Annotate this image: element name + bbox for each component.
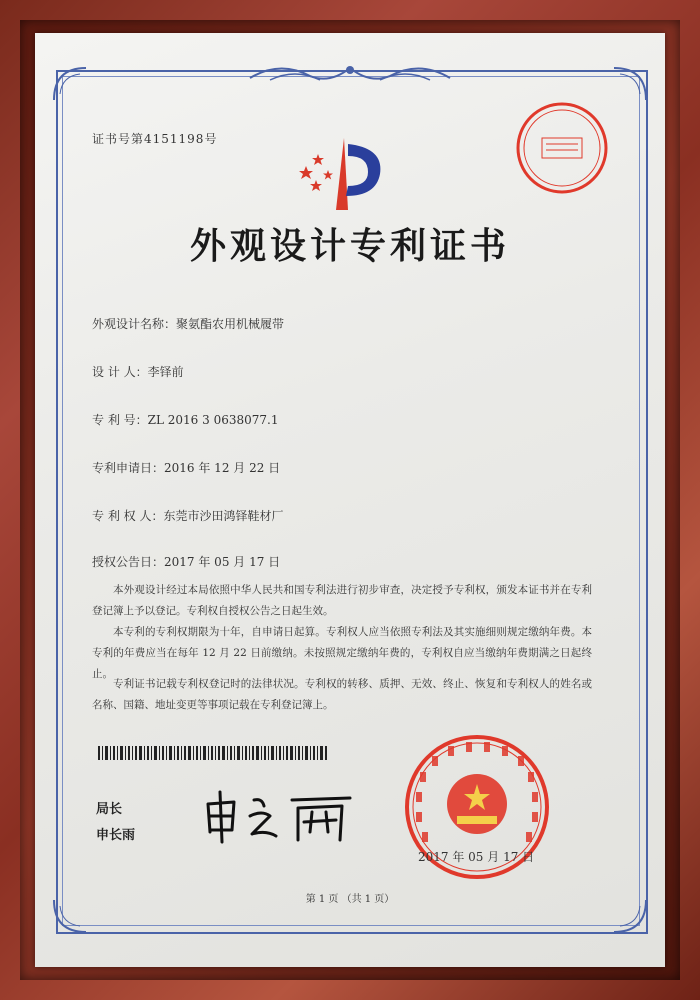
barcode-icon bbox=[98, 746, 328, 760]
field-patent-number bbox=[92, 411, 278, 428]
field-label: 授权公告日： bbox=[92, 555, 165, 569]
field-value: 聚氨酯农用机械履带 bbox=[176, 317, 285, 331]
certificate-number: 证书号第4151198号 bbox=[92, 132, 218, 146]
field-designer bbox=[92, 363, 184, 380]
field-label: 专 利 权 人： bbox=[92, 509, 164, 523]
page-number: 第 1 页 （共 1 页） bbox=[305, 894, 395, 905]
field-label: 专 利 号： bbox=[92, 413, 148, 427]
agency-seal-icon bbox=[512, 98, 612, 198]
signatory-name: 申长雨 bbox=[96, 828, 136, 843]
field-grant-date bbox=[92, 553, 280, 570]
top-ornament-icon bbox=[240, 58, 460, 88]
handwritten-signature-icon bbox=[200, 786, 360, 846]
field-value: 李铎前 bbox=[147, 365, 184, 379]
field-label: 专利申请日： bbox=[92, 461, 165, 475]
certificate-title: 外观设计专利证书 bbox=[189, 226, 510, 267]
body-paragraph: 专利证书记载专利权登记时的法律状况。专利权的转移、质押、无效、终止、恢复和专利权人的姓名或名称、国籍、地址变更等事项记载在专利登记簿上。 bbox=[92, 678, 592, 711]
field-value: 东莞市沙田鸿铎鞋材厂 bbox=[163, 509, 284, 523]
seal-date: 2017 年 05 月 17 日 bbox=[418, 850, 535, 864]
field-patentee bbox=[92, 507, 283, 524]
field-value: ZL 2016 3 0638077.1 bbox=[147, 413, 279, 427]
field-design-name bbox=[92, 315, 284, 332]
field-value: 2016 年 12 月 22 日 bbox=[164, 461, 281, 475]
corner-ornament-icon bbox=[610, 64, 650, 104]
field-application-date bbox=[92, 459, 280, 476]
field-label: 设 计 人： bbox=[92, 365, 148, 379]
body-paragraph: 本外观设计经过本局依照中华人民共和国专利法进行初步审查，决定授予专利权，颁发本证书并在专利登记簿上予以登记。专利权自授权公告之日起生效。 bbox=[92, 584, 592, 617]
field-label: 外观设计名称： bbox=[92, 317, 177, 331]
body-paragraph: 本专利的专利权期限为十年，自申请日起算。专利权人应当依照专利法及其实施细则规定缴纳年费。本专利的年费应当在每年 12 月 22 日前缴纳。未按照规定缴纳年费的，专利权自应当缴纳年费期满之日起终止。 bbox=[92, 626, 592, 680]
patent-office-logo-icon bbox=[292, 130, 392, 220]
corner-ornament-icon bbox=[50, 64, 90, 104]
signatory-role: 局长 bbox=[96, 802, 123, 817]
field-value: 2017 年 05 月 17 日 bbox=[164, 555, 281, 569]
